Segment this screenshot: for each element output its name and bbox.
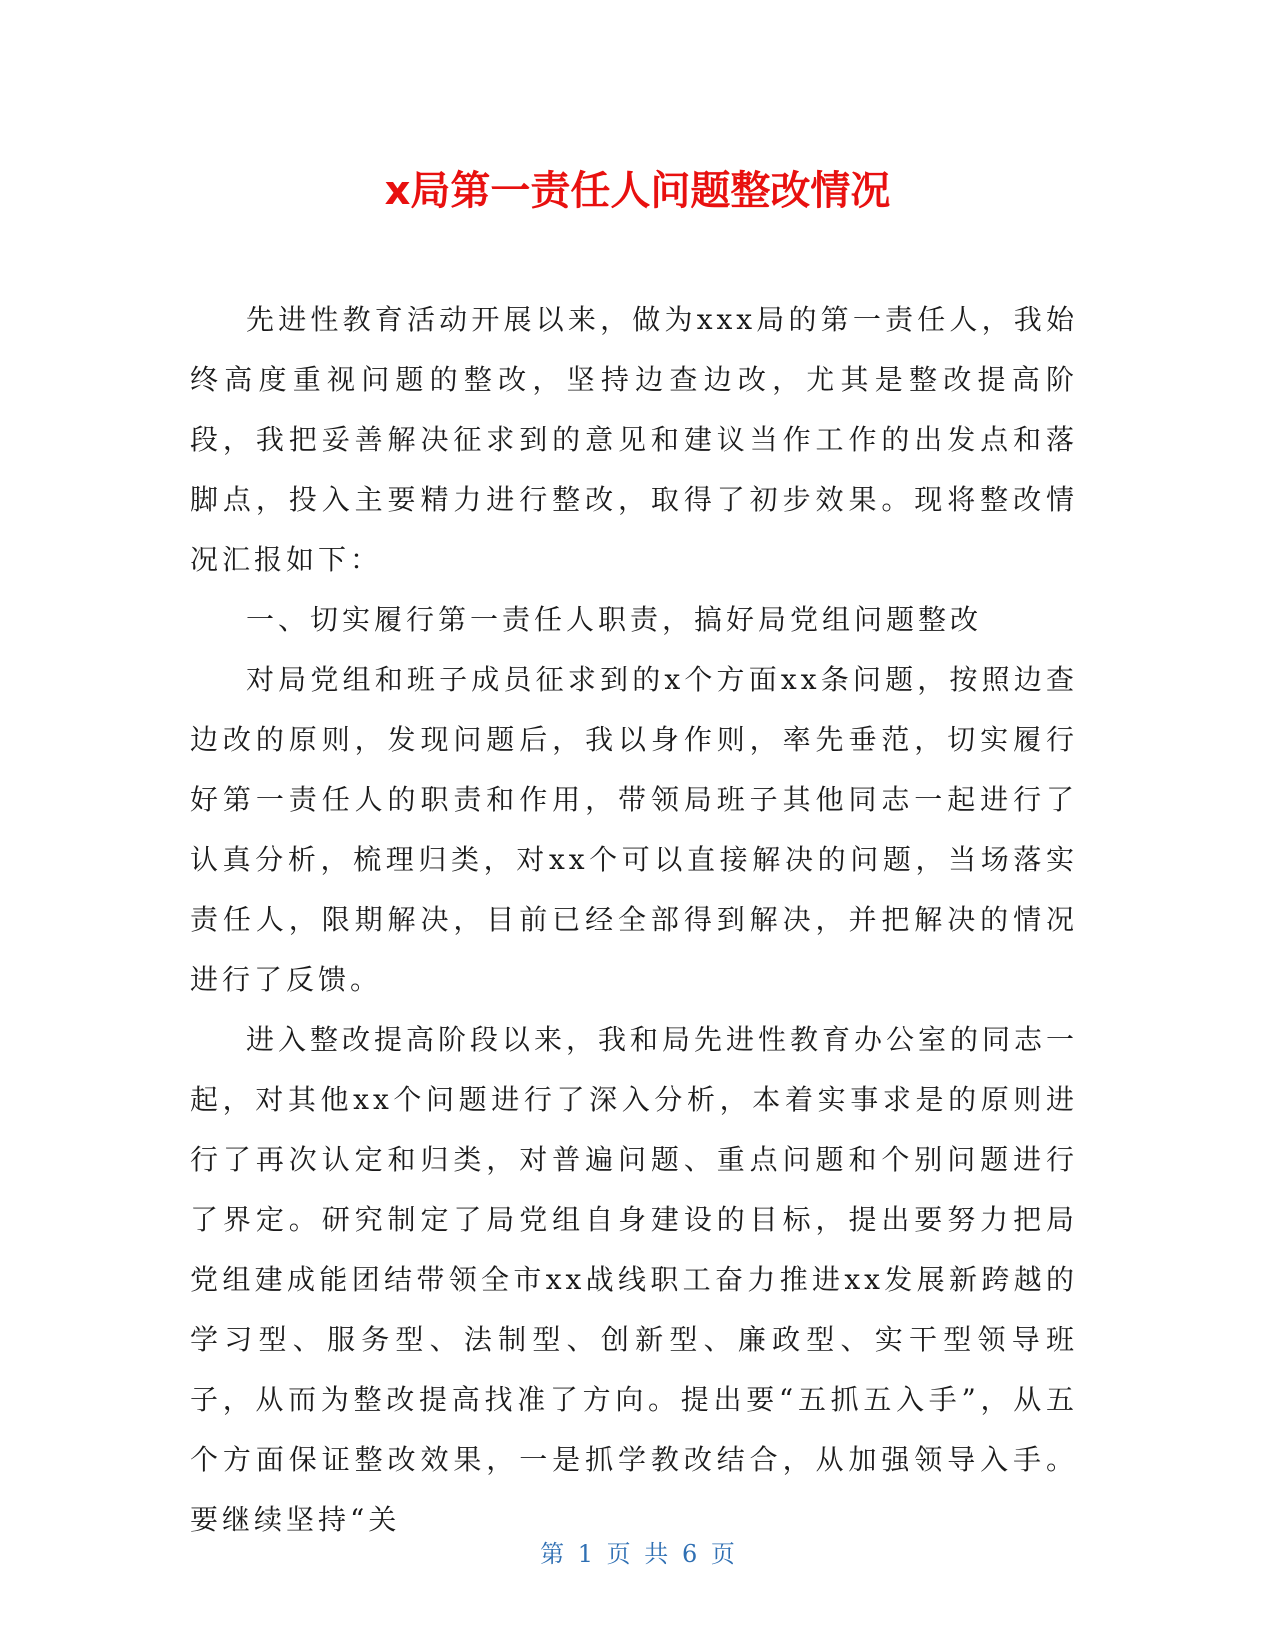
paragraph-section-1-b: 进入整改提高阶段以来，我和局先进性教育办公室的同志一起，对其他xx个问题进行了深入分析，本着实事求是的原则进行了再次认定和归类，对普遍问题、重点问题和个别问题进行了界定。研究制定了局党组自身建设的目标，提出要努力把局党组建成能团结带领全市xx战线职工奋力推进xx发展新跨越的学习型、服务型、法制型、创新型、廉政型、实干型领导班子，从而为整改提高找准了方向。提出要“五抓五入手”，从五个方面保证整改效果，一是抓学教改结合，从加强领导入手。要继续坚持“关 [190, 1023, 1079, 1536]
paragraph-intro: 先进性教育活动开展以来，做为xxx局的第一责任人，我始终高度重视问题的整改，坚持边查边改，尤其是整改提高阶段，我把妥善解决征求到的意见和建议当作工作的出发点和落脚点，投入主要精力进行整改，取得了初步效果。现将整改情况汇报如下： [190, 303, 1078, 576]
document-body [190, 290, 1078, 1550]
page-number-footer: 第 1 页 共 6 页 [540, 1540, 735, 1568]
document-title: x局第一责任人问题整改情况 [384, 168, 891, 214]
section-heading-1: 一、切实履行第一责任人职责，搞好局党组问题整改 [246, 603, 983, 636]
paragraph-section-1-a: 对局党组和班子成员征求到的x个方面xx条问题，按照边查边改的原则，发现问题后，我以身作则，率先垂范，切实履行好第一责任人的职责和作用，带领局班子其他同志一起进行了认真分析，梳理归类，对xx个可以直接解决的问题，当场落实责任人，限期解决，目前已经全部得到解决，并把解决的情况进行了反馈。 [190, 663, 1078, 996]
